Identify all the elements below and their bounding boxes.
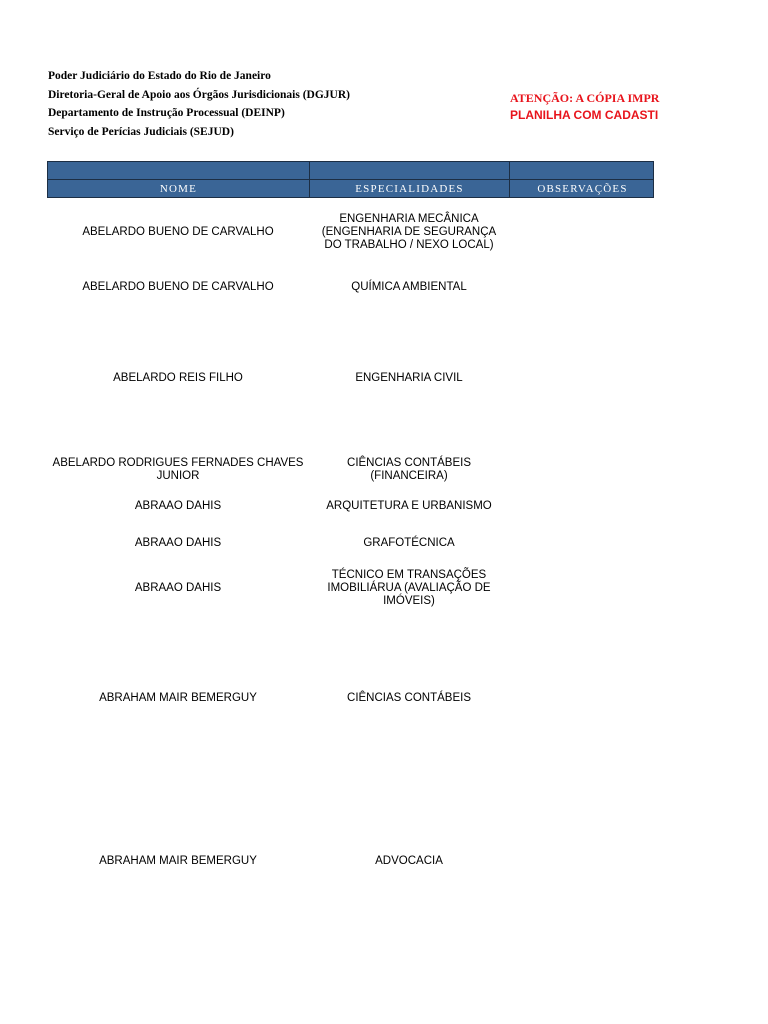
table-row (47, 278, 654, 296)
table-top-band (47, 161, 654, 180)
row-observacoes (509, 205, 654, 259)
header-line-2: Diretoria-Geral de Apoio aos Órgãos Jurisdicionais (DGJUR) (48, 89, 350, 101)
row-nome: ABELARDO REIS FILHO (113, 371, 243, 384)
row-observacoes (509, 534, 654, 552)
row-observacoes (509, 852, 654, 870)
row-especialidade: QUÍMICA AMBIENTAL (351, 280, 467, 293)
row-nome: ABRAHAM MAIR BEMERGUY (99, 854, 257, 867)
alert-line-2: PLANILHA COM CADASTI (510, 108, 659, 122)
table-header (47, 179, 654, 198)
row-nome: ABELARDO BUENO DE CARVALHO (82, 280, 274, 293)
alert-line-1: ATENÇÃO: A CÓPIA IMPR (510, 91, 660, 105)
row-especialidade: ARQUITETURA E URBANISMO (326, 499, 492, 512)
row-especialidade: ADVOCACIA (375, 854, 443, 867)
table-row (47, 534, 654, 552)
table-row (47, 205, 654, 259)
row-observacoes (509, 689, 654, 707)
header-line-4: Serviço de Perícias Judiciais (SEJUD) (48, 126, 234, 138)
row-nome: ABRAHAM MAIR BEMERGUY (99, 691, 257, 704)
row-observacoes (509, 369, 654, 387)
column-header-nome: NOME (48, 180, 310, 197)
table-row (47, 689, 654, 707)
top-band-cell-3 (510, 162, 655, 179)
table-row (47, 455, 654, 485)
column-header-observacoes: OBSERVAÇÕES (537, 182, 628, 195)
table-row (47, 497, 654, 515)
column-header-especialidades: ESPECIALIDADES (310, 180, 510, 197)
row-especialidade: ENGENHARIA MECÂNICA (ENGENHARIA DE SEGURANÇA DO TRABALHO / NEXO LOCAL) (321, 212, 497, 251)
row-observacoes (509, 278, 654, 296)
row-nome: ABELARDO RODRIGUES FERNADES CHAVES JUNIOR (52, 457, 304, 482)
table-row (47, 852, 654, 870)
row-especialidade: ENGENHARIA CIVIL (355, 371, 463, 384)
top-band-cell-2 (310, 162, 510, 179)
row-especialidade: GRAFOTÉCNICA (363, 536, 455, 549)
header-line-1: Poder Judiciário do Estado do Rio de Janeiro (48, 70, 271, 82)
top-band-cell-1 (48, 162, 310, 179)
row-especialidade: TÉCNICO EM TRANSAÇÕES IMOBILIÁRUA (AVALIAÇÃO DE IMÓVEIS) (327, 568, 491, 607)
header-line-3: Departamento de Instrução Processual (DEINP) (48, 107, 285, 119)
row-especialidade: CIÊNCIAS CONTÁBEIS (FINANCEIRA) (347, 457, 471, 482)
row-especialidade: CIÊNCIAS CONTÁBEIS (347, 691, 471, 704)
row-observacoes (509, 497, 654, 515)
row-nome: ABRAAO DAHIS (134, 581, 222, 594)
row-observacoes (509, 566, 654, 610)
row-nome: ABELARDO BUENO DE CARVALHO (82, 225, 274, 238)
row-observacoes (509, 455, 654, 485)
row-nome: ABRAAO DAHIS (134, 499, 222, 512)
row-nome: ABRAAO DAHIS (134, 536, 222, 549)
table-row (47, 369, 654, 387)
table-row (47, 566, 654, 610)
